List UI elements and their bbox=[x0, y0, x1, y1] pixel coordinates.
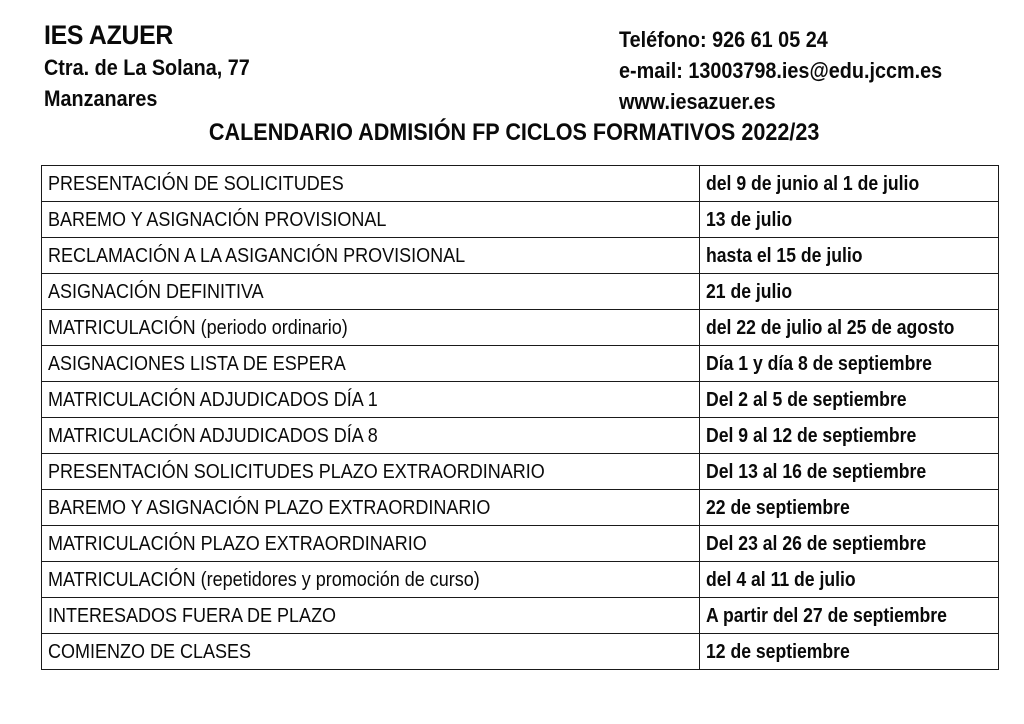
table-row bbox=[42, 310, 999, 346]
phone-number: Teléfono: 926 61 05 24 bbox=[619, 27, 828, 52]
calendar-table-body bbox=[42, 166, 999, 670]
event-cell: ASIGNACIONES LISTA DE ESPERA bbox=[42, 346, 700, 382]
school-city: Manzanares bbox=[44, 86, 158, 111]
event-cell: MATRICULACIÓN (periodo ordinario) bbox=[42, 310, 700, 346]
date-cell: del 9 de junio al 1 de julio bbox=[700, 166, 999, 202]
table-row bbox=[42, 346, 999, 382]
date-cell: del 22 de julio al 25 de agosto bbox=[700, 310, 999, 346]
event-cell: PRESENTACIÓN DE SOLICITUDES bbox=[42, 166, 700, 202]
date-cell: del 4 al 11 de julio bbox=[700, 562, 999, 598]
website-url: www.iesazuer.es bbox=[619, 89, 776, 114]
event-cell: MATRICULACIÓN ADJUDICADOS DÍA 1 bbox=[42, 382, 700, 418]
table-row bbox=[42, 166, 999, 202]
event-cell: MATRICULACIÓN (repetidores y promoción de curso) bbox=[42, 562, 700, 598]
school-info bbox=[44, 18, 273, 114]
date-cell: Del 2 al 5 de septiembre bbox=[700, 382, 999, 418]
event-cell: RECLAMACIÓN A LA ASIGANCIÓN PROVISIONAL bbox=[42, 238, 700, 274]
date-cell: 13 de julio bbox=[700, 202, 999, 238]
event-cell: MATRICULACIÓN ADJUDICADOS DÍA 8 bbox=[42, 418, 700, 454]
date-cell: Del 13 al 16 de septiembre bbox=[700, 454, 999, 490]
school-address: Ctra. de La Solana, 77 bbox=[44, 55, 250, 80]
table-row bbox=[42, 490, 999, 526]
event-cell: BAREMO Y ASIGNACIÓN PROVISIONAL bbox=[42, 202, 700, 238]
event-cell: ASIGNACIÓN DEFINITIVA bbox=[42, 274, 700, 310]
date-cell: 12 de septiembre bbox=[700, 634, 999, 670]
table-row bbox=[42, 562, 999, 598]
date-cell: Del 23 al 26 de septiembre bbox=[700, 526, 999, 562]
table-row bbox=[42, 202, 999, 238]
event-cell: INTERESADOS FUERA DE PLAZO bbox=[42, 598, 700, 634]
date-cell: A partir del 27 de septiembre bbox=[700, 598, 999, 634]
document-title-text: CALENDARIO ADMISIÓN FP CICLOS FORMATIVOS 2022/23 bbox=[209, 119, 820, 146]
date-cell: 21 de julio bbox=[700, 274, 999, 310]
email-address: e-mail: 13003798.ies@edu.jccm.es bbox=[619, 58, 943, 83]
table-row bbox=[42, 238, 999, 274]
table-row bbox=[42, 382, 999, 418]
table-row bbox=[42, 598, 999, 634]
contact-info bbox=[619, 24, 978, 117]
event-cell: BAREMO Y ASIGNACIÓN PLAZO EXTRAORDINARIO bbox=[42, 490, 700, 526]
document-title bbox=[0, 119, 1024, 147]
event-cell: COMIENZO DE CLASES bbox=[42, 634, 700, 670]
event-cell: PRESENTACIÓN SOLICITUDES PLAZO EXTRAORDINARIO bbox=[42, 454, 700, 490]
date-cell: hasta el 15 de julio bbox=[700, 238, 999, 274]
table-row bbox=[42, 454, 999, 490]
school-name: IES AZUER bbox=[44, 20, 174, 50]
table-row bbox=[42, 526, 999, 562]
date-cell: Del 9 al 12 de septiembre bbox=[700, 418, 999, 454]
date-cell: Día 1 y día 8 de septiembre bbox=[700, 346, 999, 382]
table-row bbox=[42, 418, 999, 454]
date-cell: 22 de septiembre bbox=[700, 490, 999, 526]
event-cell: MATRICULACIÓN PLAZO EXTRAORDINARIO bbox=[42, 526, 700, 562]
table-row bbox=[42, 634, 999, 670]
table-row bbox=[42, 274, 999, 310]
admission-calendar-table bbox=[41, 165, 999, 670]
